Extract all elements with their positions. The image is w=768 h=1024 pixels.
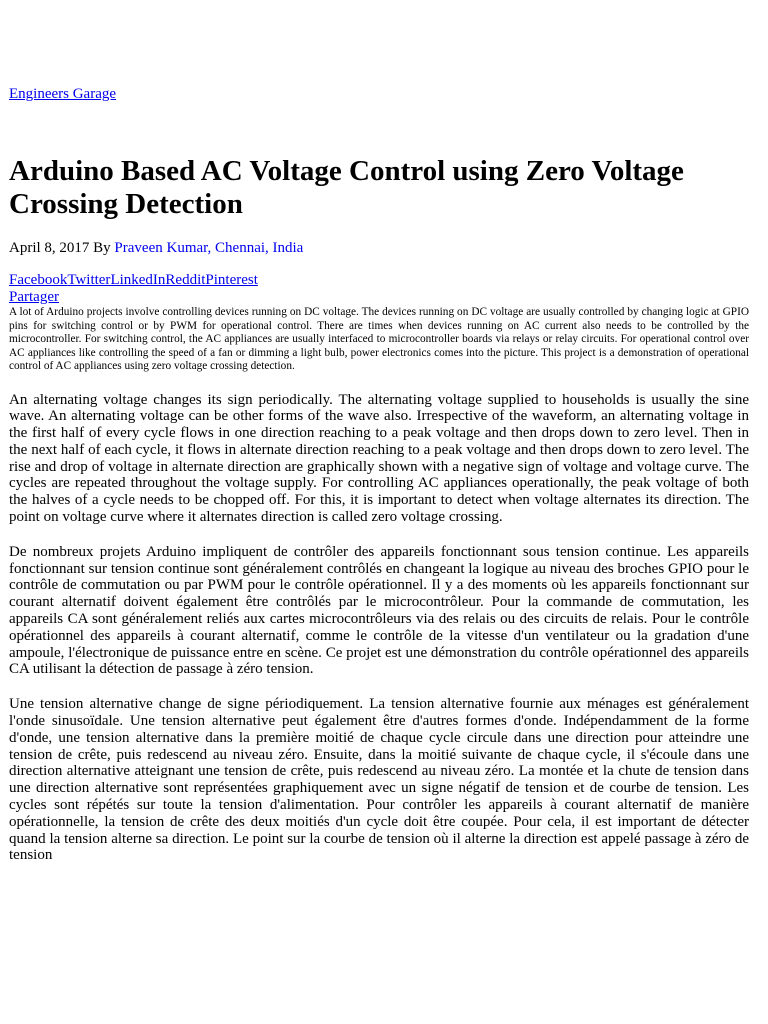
byline: [9, 239, 749, 257]
site-link[interactable]: Engineers Garage: [9, 86, 117, 102]
article-paragraph: De nombreux projets Arduino impliquent de contrôler des appareils fonctionnant sous tension continue. Les appareils fonctionnant sur tension continue sont généralement contrôlés en changeant la logique au niveau des broches GPIO pour le contrôle de commutation ou par PWM pour le contrôle opérationnel. Il y a des moments où les appareils fonctionnant sur courant alternatif doivent également être contrôlés par le microcontrôleur. Pour la commande de commutation, les appareils CA sont généralement reliés aux cartes microcontrôleurs via des relais ou des circuits de relais. Pour le contrôle opérationnel des appareils à courant alternatif, comme le contrôle de la vitesse d'un ventilateur ou la gradation d'une ampoule, l'électronique de puissance entre en scène. Ce projet est une démonstration du contrôle opérationnel des appareils CA utilisant la détection de passage à zéro tension.: [9, 543, 749, 678]
share-partager-row: [9, 289, 749, 306]
article-paragraph: An alternating voltage changes its sign periodically. The alternating voltage supplied to households is usually the sine wave. An alternating voltage can be other forms of the wave also. Irrespective of the waveform, an alternating voltage in the first half of every cycle flows in one direction reaching to a peak voltage and then drops down to zero level. Then in the next half of each cycle, it flows in alternate direction reaching to a peak voltage and then drops down to zero level. The rise and drop of voltage in alternate direction are graphically shown with a negative sign of voltage and voltage curve. The cycles are repeated throughout the voltage supply. For controlling AC appliances operationally, the peak voltage of both the halves of a cycle needs to be chopped off. For this, it is important to detect when voltage alternates its direction. The point on voltage curve where it alternates direction is called zero voltage crossing.: [9, 391, 749, 526]
share-partager-link[interactable]: Partager: [9, 289, 59, 305]
share-facebook-link[interactable]: Facebook: [9, 272, 68, 288]
author-link[interactable]: Praveen Kumar, Chennai, India: [114, 240, 304, 256]
article-paragraph: Une tension alternative change de signe périodiquement. La tension alternative fournie aux ménages est généralement l'onde sinusoïdale. Une tension alternative peut également être d'autres formes d'onde. Indépendamment de la forme d'onde, une tension alternative dans la première moitié de chaque cycle circule dans une direction pour atteindre une tension de crête, puis redescend au niveau zéro. Ensuite, dans la moitié suivante de chaque cycle, il s'écoule dans une direction alternative atteignant une tension de crête, puis redescend au niveau zéro. La montée et la chute de tension dans une direction alternative sont représentées graphiquement avec un signe négatif de tension et de courbe de tension. Les cycles sont répétés sur toute la tension d'alimentation. Pour contrôler les appareils à courant alternatif de manière opérationnelle, la tension de crête des deux moitiés d'un cycle doit être coupée. Pour cela, il est important de détecter quand la tension alterne sa direction. Le point sur la courbe de tension où il alterne la direction est appelé passage à zéro de tension: [9, 696, 749, 864]
page: [9, 0, 749, 864]
article-date: April 8, 2017 By: [9, 240, 115, 256]
share-pinterest-link[interactable]: Pinterest: [205, 272, 258, 288]
article-intro: A lot of Arduino projects involve controlling devices running on DC voltage. The devices running on DC voltage are usually controlled by changing logic at GPIO pins for switching control or by PWM for operational control. There are times when devices running on AC current also needs to be controlled by the microcontroller. For switching control, the AC appliances are usually interfaced to microcontroller boards via relays or relay circuits. For operational control over AC appliances like controlling the speed of a fan or dimming a light bulb, power electronics comes into the picture. This project is a demonstration of operational control of AC appliances using zero voltage crossing detection.: [9, 306, 749, 372]
share-reddit-link[interactable]: Reddit: [165, 272, 206, 288]
share-linkedin-link[interactable]: LinkedIn: [110, 272, 166, 288]
article-title: Arduino Based AC Voltage Control using Zero Voltage Crossing Detection: [9, 155, 684, 220]
share-twitter-link[interactable]: Twitter: [67, 272, 111, 288]
share-links: [9, 272, 749, 289]
